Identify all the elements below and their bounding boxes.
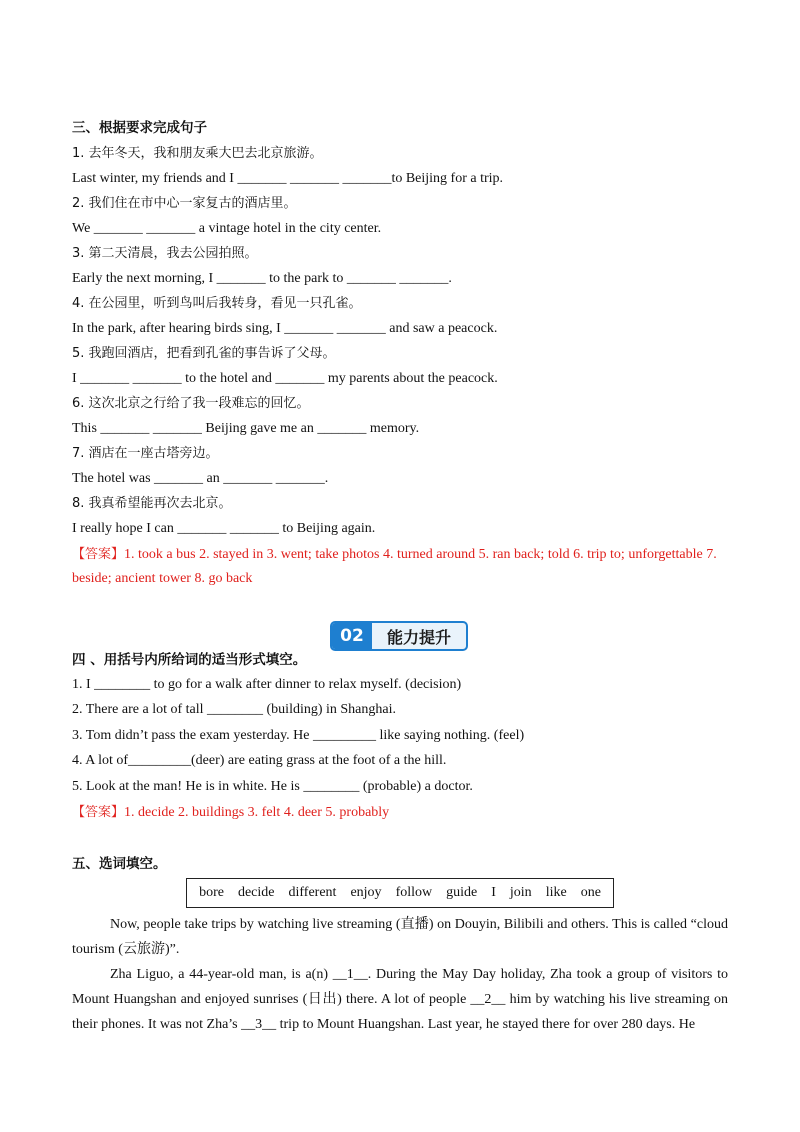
s3-item7-cn: 7. 酒店在一座古塔旁边。: [72, 446, 219, 461]
passage-paragraph-2: Zha Liguo, a 44-year-old man, is a(n) __1__. During the May Day holiday, Zha took a group of visitors to Mount Huangshan and enjoyed sunrises (日出) there. A lot of people __2__ him by watching his live streaming on their phones. It was not Zha’s __3__ trip to Mount Huangshan. Last year, he stayed there for over 280 days. He: [72, 967, 728, 1032]
section3-heading: 三、根据要求完成句子: [72, 120, 207, 136]
s3-item3-cn: 3. 第二天清晨，我去公园拍照。: [72, 246, 258, 261]
s4-item3: 3. Tom didn’t pass the exam yesterday. He _________ like saying nothing. (feel): [72, 728, 525, 743]
word-bank-item: guide: [446, 885, 478, 900]
s4-answer-text: 1. decide 2. buildings 3. felt 4. deer 5. probably: [124, 805, 390, 820]
s3-item2-cn: 2. 我们住在市中心一家复古的酒店里。: [72, 196, 297, 211]
s3-item2-en: We _______ _______ a vintage hotel in the city center.: [72, 221, 382, 236]
word-bank-item: decide: [237, 885, 275, 900]
s4-answer: [72, 803, 732, 823]
s4-item2: 2. There are a lot of tall ________ (building) in Shanghai.: [72, 702, 397, 717]
section5-heading: 五、选词填空。: [72, 856, 167, 872]
passage-paragraph-1: Now, people take trips by watching live streaming (直播) on Douyin, Bilibili and others. This is called “cloud tourism (云旅游)”.: [72, 917, 728, 957]
word-bank-item: like: [545, 885, 567, 900]
section4-heading: 四 、用括号内所给词的适当形式填空。: [72, 652, 307, 668]
word-bank-item: bore: [199, 885, 224, 900]
s4-item4: 4. A lot of_________(deer) are eating grass at the foot of a the hill.: [72, 753, 447, 768]
s3-item4-cn: 4. 在公园里，听到鸟叫后我转身，看见一只孔雀。: [72, 296, 362, 311]
s3-item7-en: The hotel was _______ an _______ _______.: [72, 471, 329, 486]
s3-answer: [72, 543, 728, 591]
s3-item8-cn: 8. 我真希望能再次去北京。: [72, 496, 232, 511]
word-bank-item: join: [509, 885, 532, 900]
s3-item8-en: I really hope I can _______ _______ to Beijing again.: [72, 521, 376, 536]
s3-item4-en: In the park, after hearing birds sing, I _______ _______ and saw a peacock.: [72, 321, 498, 336]
s3-item5-en: I _______ _______ to the hotel and _______ my parents about the peacock.: [72, 371, 498, 386]
badge-number: 02: [332, 623, 372, 649]
s3-answer-label: 【答案】: [72, 547, 125, 562]
section-badge: [330, 621, 468, 651]
badge-title: 能力提升: [386, 627, 451, 647]
s4-item5: 5. Look at the man! He is in white. He is ________ (probable) a doctor.: [72, 779, 473, 794]
word-bank-box: [186, 878, 614, 908]
word-bank-item: different: [288, 885, 337, 900]
word-bank-item: follow: [395, 885, 433, 900]
s4-answer-label: 【答案】: [72, 805, 125, 820]
word-bank-item: I: [491, 885, 496, 900]
s3-item1-en: Last winter, my friends and I _______ _______ _______to Beijing for a trip.: [72, 171, 504, 186]
word-bank-item: enjoy: [350, 885, 382, 900]
s3-item3-en: Early the next morning, I _______ to the park to _______ _______.: [72, 271, 452, 286]
s3-item6-cn: 6. 这次北京之行给了我一段难忘的回忆。: [72, 396, 310, 411]
s3-item1-cn: 1. 去年冬天，我和朋友乘大巴去北京旅游。: [72, 146, 323, 161]
word-bank-item: one: [580, 885, 601, 900]
s3-answer-text: 1. took a bus 2. stayed in 3. went; take photos 4. turned around 5. ran back; told 6. trip to; unforgettable 7. beside; ancient tower 8. go back: [72, 547, 717, 586]
s3-item6-en: This _______ _______ Beijing gave me an _______ memory.: [72, 421, 420, 436]
s3-item5-cn: 5. 我跑回酒店，把看到孔雀的事告诉了父母。: [72, 346, 336, 361]
s4-item1: 1. I ________ to go for a walk after dinner to relax myself. (decision): [72, 677, 462, 692]
